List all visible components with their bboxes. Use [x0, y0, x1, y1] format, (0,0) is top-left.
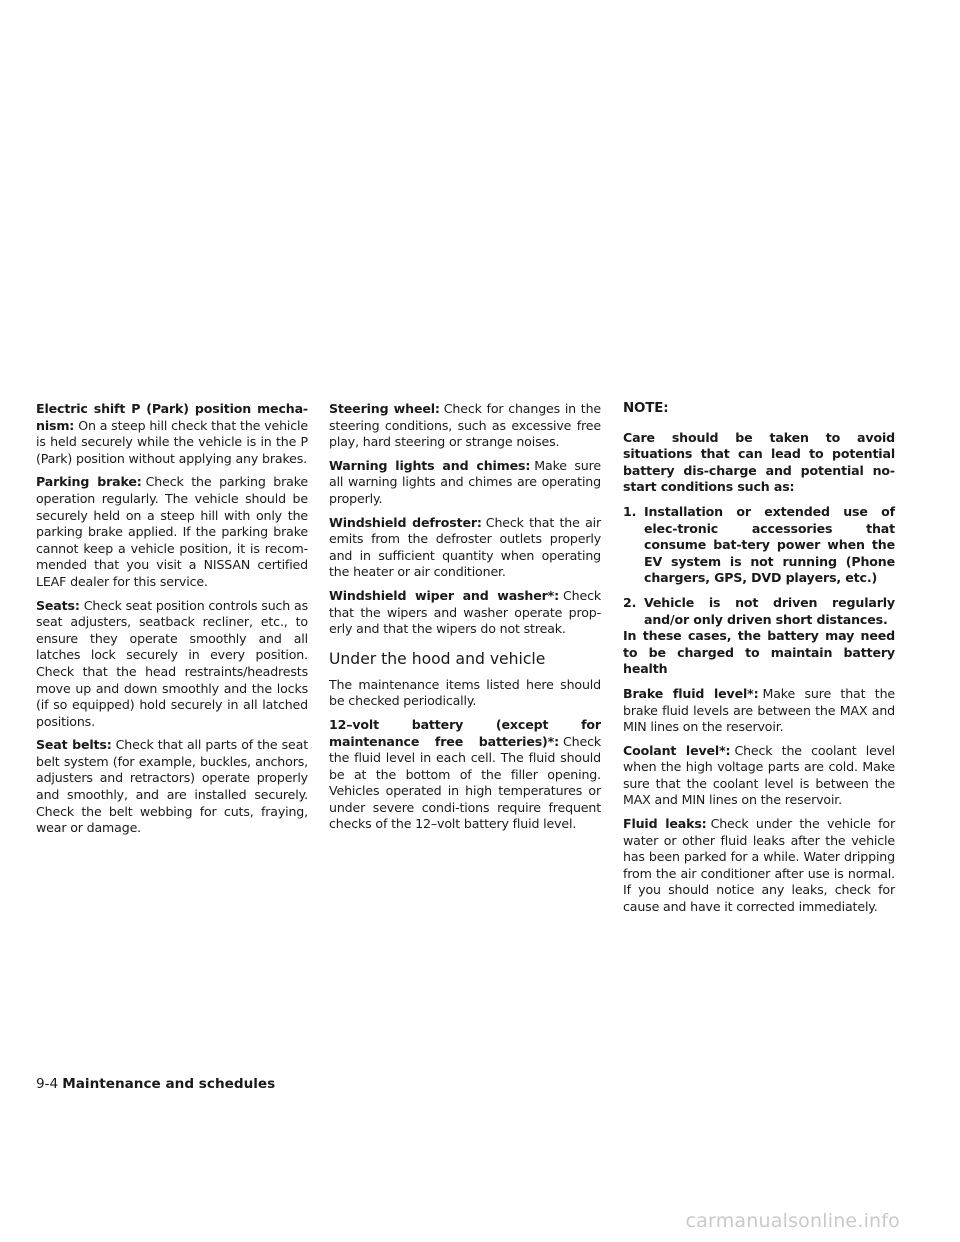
- paragraph-text: Check that the wipers and washer operate prop-erly and that the wipers do not streak.: [329, 587, 601, 637]
- note-intro: Care should be taken to avoid situations that can lead to potential battery dis-charge and potential no-start conditions such as:: [623, 429, 895, 495]
- note-list-item: [623, 504, 895, 587]
- term-label: Coolant level*:: [623, 742, 731, 758]
- term-label: Electric shift P (Park) position mecha-nism:: [36, 401, 308, 433]
- paragraph-text: Check the fluid level in each cell. The fluid should be at the bottom of the filler opening. Vehicles operated in high temperatures or under severe condi-tions require frequent checks of the 12–volt battery fluid level.: [329, 733, 601, 832]
- chapter-title: Maintenance and schedules: [62, 1076, 276, 1092]
- note-item-number: 2.: [623, 594, 637, 610]
- note-outro: In these cases, the battery may need to be charged to maintain battery health: [623, 628, 895, 677]
- term-label: Seats:: [36, 597, 80, 613]
- paragraph-12-volt-battery: [329, 717, 601, 833]
- paragraph-text: Check that all parts of the seat belt system (for example, buckles, anchors, adjusters and retractors) operate properly and smoothly, and are installed securely. Check the belt webbing for cuts, fraying, wear or damage.: [36, 737, 308, 836]
- paragraph-text: Check the coolant level when the high voltage parts are cold. Make sure that the coolant level is between the MAX and MIN lines on the reservoir.: [623, 742, 896, 808]
- term-label: Fluid leaks:: [623, 816, 707, 832]
- note-item-text: Vehicle is not driven regularly and/or only driven short distances.: [644, 594, 895, 627]
- paragraph-steering-wheel: [329, 401, 601, 451]
- term-label: Brake fluid level*:: [623, 685, 759, 701]
- term-label: Steering wheel:: [329, 401, 440, 416]
- paragraph-text: Check that the air emits from the defroster outlets properly and in sufficient quantity when operating the heater or air conditioner.: [329, 514, 602, 580]
- term-label: Warning lights and chimes:: [329, 457, 531, 473]
- term-label: Windshield defroster:: [329, 514, 482, 530]
- term-label: 12–volt battery (except for maintenance free batteries)*:: [329, 716, 601, 749]
- page-number: 9-4: [36, 1076, 59, 1092]
- paragraph-text: Make sure that the brake fluid levels are between the MAX and MIN lines on the reservoir.: [623, 685, 895, 735]
- paragraph-text: Check seat position controls such as seat adjusters, seatback recliner, etc., to ensure they operate smoothly and all latches lock securely in every position. Check that the head restraints/headrests move up and down smoothly and the locks (if so equipped) hold securely in all latched positions.: [36, 597, 308, 729]
- term-label: Parking brake:: [36, 474, 142, 490]
- paragraph-coolant-level: [623, 743, 895, 809]
- term-label: Windshield wiper and washer*:: [329, 587, 559, 603]
- section-heading: Under the hood and vehicle: [329, 649, 546, 668]
- term-label: Seat belts:: [36, 737, 112, 753]
- paragraph-warning-lights: [329, 458, 601, 508]
- section-intro: The maintenance items listed here should be checked periodically.: [329, 676, 601, 709]
- note-label: NOTE:: [623, 401, 669, 416]
- paragraph-text: Check the parking brake operation regularly. The vehicle should be securely held on a steep hill with only the parking brake applied. If the parking brake cannot keep a vehicle position, it is recom-mended that you visit a NISSAN certified LEAF dealer for this service.: [36, 474, 309, 589]
- note-list: [623, 504, 895, 628]
- left-column: [36, 401, 308, 844]
- middle-column: [329, 401, 601, 840]
- paragraph-brake-fluid: [623, 686, 895, 736]
- note-item-number: 1.: [623, 503, 637, 519]
- paragraph-parking-brake: [36, 474, 308, 590]
- watermark-text: carmanualsonline.info: [685, 1210, 900, 1232]
- paragraph-text: Check for changes in the steering conditions, such as excessive free play, hard steering or strange noises.: [329, 401, 601, 450]
- paragraph-seats: [36, 598, 308, 731]
- paragraph-seat-belts: [36, 737, 308, 837]
- paragraph-windshield-wiper: [329, 588, 601, 638]
- paragraph-text: On a steep hill check that the vehicle is held securely while the vehicle is in the P (Park) position without applying any brakes.: [36, 417, 308, 466]
- paragraph-windshield-defroster: [329, 515, 601, 581]
- right-column: [623, 401, 895, 923]
- paragraph-text: Make sure all warning lights and chimes are operating properly.: [329, 457, 601, 506]
- page-footer: [36, 1075, 275, 1093]
- note-list-item: [623, 595, 895, 628]
- paragraph-text: Check under the vehicle for water or other fluid leaks after the vehicle has been parked for a while. Water dripping from the air conditioner after use is normal. If you should notice any leaks, check for cause and have it corrected immediately.: [623, 816, 895, 915]
- paragraph-electric-shift-park: [36, 401, 308, 467]
- note-item-text: Installation or extended use of elec-tronic accessories that consume bat-tery power when the EV system is not running (Phone chargers, GPS, DVD players, etc.): [644, 503, 895, 586]
- paragraph-fluid-leaks: [623, 816, 895, 916]
